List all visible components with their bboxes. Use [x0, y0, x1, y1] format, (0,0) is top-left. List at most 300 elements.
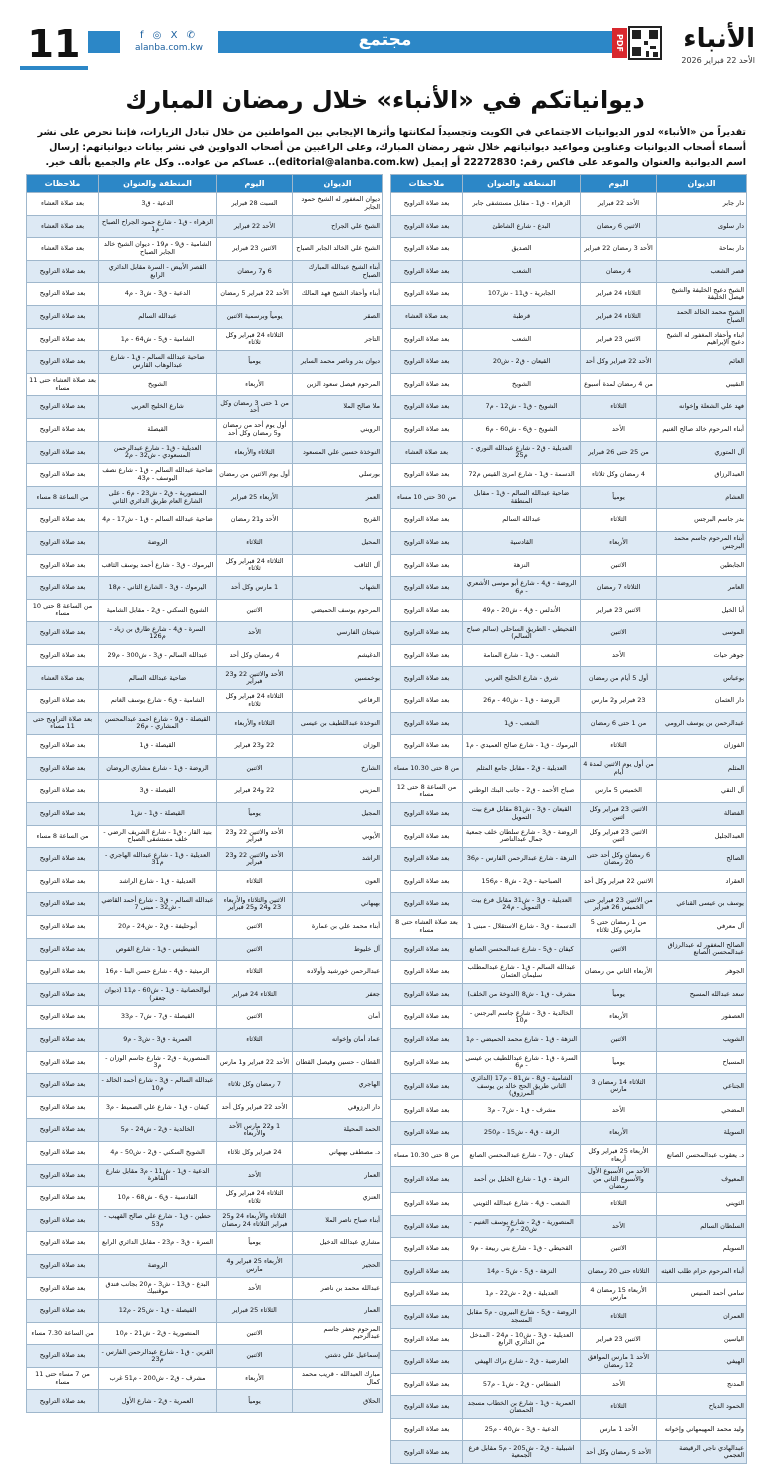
notes-cell: بعد صلاة العشاء	[391, 305, 463, 328]
diwan-name-cell: بدر جاسم البرجس	[657, 509, 747, 532]
notes-cell: بعد صلاة التراويح	[391, 509, 463, 532]
day-cell: الثلاثاء 24 فبراير	[217, 983, 293, 1006]
day-cell: الأحد 22 فبراير	[581, 193, 657, 216]
diwan-name-cell: الصالح المغفور له عبدالرزاق عبدالمحسن الصانع	[657, 938, 747, 961]
table-row	[27, 622, 383, 645]
notes-cell: بعد صلاة التراويح	[391, 1099, 463, 1122]
diwan-name-cell: العائم	[657, 351, 747, 374]
diwan-name-cell: العمر	[293, 486, 383, 509]
notes-cell: بعد صلاة التراويح	[27, 1232, 99, 1255]
day-cell: من 1 حتى 3 رمضان وكل أحد	[217, 396, 293, 419]
address-cell: المنصورية - ق2 - شارع جاسم الوزان - م3	[99, 1051, 217, 1074]
day-cell: الثلاثاء 14 رمضان 3 مارس	[581, 1074, 657, 1100]
address-cell: القادسية - ق6 - ش68 - م10	[99, 1187, 217, 1210]
notes-cell: بعد صلاة التراويح	[391, 554, 463, 577]
notes-cell: بعد صلاة التراويح	[27, 1300, 99, 1323]
day-cell: الاثنين	[217, 1322, 293, 1345]
table-row	[27, 803, 383, 826]
address-cell: الفنيطيس - ق1 - شارع القوص	[99, 938, 217, 961]
table-row	[391, 1099, 747, 1122]
notes-cell: بعد صلاة العشاء	[27, 215, 99, 238]
address-cell: بنيد القار - ق1 - شارع الشريف الرضي - خلف مستشفى الصباح	[99, 825, 217, 848]
notes-cell: من الساعة 8 مساء	[27, 486, 99, 509]
address-cell: عبدالله السالم	[99, 305, 217, 328]
address-cell: النزهة - ق5 - ش5 - م14	[463, 1260, 581, 1283]
address-cell: القادسية	[463, 531, 581, 554]
table-row	[391, 1283, 747, 1306]
notes-cell: بعد صلاة التراويح	[391, 1283, 463, 1306]
diwan-name-cell: أبناء المرحوم جاسم محمد البرجس	[657, 531, 747, 554]
notes-cell: بعد صلاة التراويح	[27, 1390, 99, 1413]
notes-cell: بعد صلاة التراويح	[391, 1215, 463, 1238]
notes-cell: بعد صلاة التراويح	[27, 577, 99, 600]
table-row	[391, 1441, 747, 1464]
notes-cell: بعد صلاة التراويح	[27, 1164, 99, 1187]
diwan-name-cell: المرحوم يوسف الحميضي	[293, 599, 383, 622]
address-cell: الشويخ	[463, 373, 581, 396]
address-cell: كيفان - ق7 - شارع عبدالمحسن الصانع	[463, 1144, 581, 1167]
notes-cell: بعد صلاة التراويح	[391, 260, 463, 283]
address-cell: العمرية - ق3 - ش3 - م9	[99, 1028, 217, 1051]
notes-cell: بعد صلاة التراويح	[27, 441, 99, 464]
day-cell: الخميس 5 مارس	[581, 780, 657, 803]
notes-cell: بعد صلاة التراويح	[27, 622, 99, 645]
notes-cell: بعد صلاة التراويح	[391, 531, 463, 554]
table-row	[391, 373, 747, 396]
day-cell: السبت 28 فبراير	[217, 193, 293, 216]
day-cell: الاثنين	[581, 554, 657, 577]
header-address: المنطقة والعنوان	[99, 175, 217, 193]
table-row	[391, 554, 747, 577]
diwan-name-cell: المرحوم فيصل سعود الزبن	[293, 373, 383, 396]
notes-cell: من الساعة 8 حتى 10 مساء	[27, 599, 99, 622]
day-cell: الأحد 22 فبراير	[217, 215, 293, 238]
header-day: اليوم	[217, 175, 293, 193]
day-cell: الثلاثاء حتى 20 رمضان	[581, 1260, 657, 1283]
diwan-name-cell: الجابطين	[657, 554, 747, 577]
notes-cell: بعد صلاة العشاء حتى 8 مساء	[391, 916, 463, 939]
diwan-name-cell: فهد علي الشعلة وإخوانه	[657, 396, 747, 419]
table-row	[391, 1144, 747, 1167]
table-row	[391, 848, 747, 871]
diwan-name-cell: د. مصطفى بهبهاني	[293, 1141, 383, 1164]
address-cell: ضاحية عبدالله السالم - ق1 - شارع عبدالوهاب القارس	[99, 351, 217, 374]
intro-paragraph: تقديراً من «الأنباء» لدور الديوانيات الاجتماعي في الكويت وتجسيداً لمكانتها وأثرها الإيجابي بين المواطنين من خلال تبادل الزيارات، فإننا نحرص على نشر أسماء أصحاب الديوانيات وعناوين ومواعيد ديوانياتهم خلال شهر رمضان المبارك، وعلى الراغبين من أصحاب الدواوين في نشر بيانات ديوانياتهم: إرسال اسم الديوانية والعنوان والموعد على فاكس رقم: 22272830 أو إيميل (editorial@alanba.com.kw).. عساكم من عواده.. وكل عام والجميع بألف خير.	[37, 127, 746, 168]
day-cell: الأربعاء	[217, 1367, 293, 1390]
diwan-name-cell: العبدالجليل	[657, 825, 747, 848]
day-cell: الاثنين 23 فبراير	[581, 599, 657, 622]
table-row	[391, 1192, 747, 1215]
notes-cell: بعد صلاة التراويح	[391, 1167, 463, 1193]
notes-cell: بعد صلاة التراويح	[27, 848, 99, 871]
page-number: 11	[20, 24, 88, 70]
address-cell: العمرية - ق1 - شارع بن الخطاب مسجد الحمضان	[463, 1396, 581, 1419]
table-row	[27, 1006, 383, 1029]
table-row	[27, 464, 383, 487]
day-cell: الأربعاء 25 فبراير	[217, 486, 293, 509]
day-cell: الثلاثاء 24 فبراير وكل ثلاثاء	[217, 690, 293, 713]
table-row	[391, 1305, 747, 1328]
address-cell: مشرف - ق1 - ش7 - م3	[463, 1099, 581, 1122]
notes-cell: بعد صلاة التراويح	[27, 690, 99, 713]
notes-cell: بعد صلاة التراويح	[391, 283, 463, 306]
address-cell: ضاحية عبدالله السالم	[99, 667, 217, 690]
day-cell: الأربعاء	[581, 531, 657, 554]
day-cell: أول يوم الاثنين من رمضان	[217, 464, 293, 487]
address-cell: الروضة	[99, 1254, 217, 1277]
table-row	[27, 509, 383, 532]
diwan-name-cell: آل المتوري	[657, 441, 747, 464]
address-cell: الدعية - ق3	[99, 193, 217, 216]
day-cell: الأربعاء الثاني من رمضان	[581, 961, 657, 984]
notes-cell: بعد صلاة التراويح	[27, 983, 99, 1006]
day-cell: الأحد	[581, 1099, 657, 1122]
address-cell: العديلية - ق1 - شارع عبدالرحمن المسعودي - ش32 - م2	[99, 441, 217, 464]
address-cell: عبدالله السالم	[463, 509, 581, 532]
notes-cell: بعد صلاة التراويح	[27, 283, 99, 306]
notes-cell: بعد صلاة التراويح	[27, 328, 99, 351]
address-cell: البدع - ق13 - ش3 - م20 بجانب فندق موڤنبيك	[99, 1277, 217, 1300]
address-cell: القرين - ق1 - شارع عبدالرحمن الفارس - م23	[99, 1345, 217, 1368]
diwan-name-cell: أمان	[293, 1006, 383, 1029]
notes-cell: بعد صلاة التراويح	[391, 893, 463, 916]
diwan-name-cell: الفوزان	[657, 735, 747, 758]
diwan-name-cell: أبا الخيل	[657, 599, 747, 622]
table-row	[27, 757, 383, 780]
notes-cell: بعد صلاة التراويح	[391, 1418, 463, 1441]
header-diwan: الديوان	[657, 175, 747, 193]
table-row	[391, 1167, 747, 1193]
table-row	[391, 644, 747, 667]
diwan-name-cell: الشيخ دعيج الخليفة والشيخ فيصل الخليفة	[657, 283, 747, 306]
table-row	[27, 238, 383, 261]
diwan-name-cell: مبارك العبدالله - قريب محمد كمال	[293, 1367, 383, 1390]
day-cell: الأحد و21 رمضان	[217, 509, 293, 532]
day-cell: الثلاثاء	[217, 1028, 293, 1051]
address-cell: القيصلة - ق3	[99, 780, 217, 803]
address-cell: عبدالله السالم - ق3 - شارع أحمد القاضي - ش32 - مبنى 7	[99, 893, 217, 916]
table-row	[391, 1238, 747, 1261]
day-cell: من 4 رمضان لمدة أسبوع	[581, 373, 657, 396]
day-cell: الثلاثاء 24 فبراير	[581, 305, 657, 328]
diwan-name-cell: العبدالرزاق	[657, 464, 747, 487]
diwan-name-cell: بوخمسين	[293, 667, 383, 690]
table-row	[27, 1141, 383, 1164]
website-link[interactable]: alanba.com.kw	[135, 43, 203, 53]
notes-cell: بعد صلاة التراويح	[391, 328, 463, 351]
day-cell: 6 رمضان وكل أحد حتى 20 رمضان	[581, 848, 657, 871]
address-cell: الزهراء - ق1 - مقابل مستشفى جابر	[463, 193, 581, 216]
table-header-row	[27, 175, 383, 193]
diwan-name-cell: الدغيشم	[293, 644, 383, 667]
diwan-name-cell: المضحي	[657, 1099, 747, 1122]
table-row	[391, 577, 747, 600]
address-cell: القحيطي - الطريق الساحلي (سالم صباح السالم)	[463, 622, 581, 645]
page-headline: ديوانياتكم في «الأنباء» خلال رمضان المبارك	[125, 86, 645, 114]
table-row	[27, 1028, 383, 1051]
day-cell: أول 5 أيام من رمضان	[581, 667, 657, 690]
address-cell: مشرف - ق1 - ش8 (الدوخة من الخلف)	[463, 983, 581, 1006]
address-cell: الدسمة - ق1 - شارع امرئ القيس م72	[463, 464, 581, 487]
day-cell: 4 رمضان	[581, 260, 657, 283]
table-row	[391, 1396, 747, 1419]
table-row	[391, 1260, 747, 1283]
day-cell: الأحد	[581, 1373, 657, 1396]
day-cell: الاثنين	[581, 1028, 657, 1051]
diwan-name-cell: المسباح	[657, 1051, 747, 1074]
header-bar-left	[88, 31, 104, 53]
diwan-name-cell: التاجر	[293, 328, 383, 351]
table-row	[391, 283, 747, 306]
day-cell: الاثنين	[581, 1238, 657, 1261]
diwan-name-cell: أبناء صباح ناصر الملا	[293, 1209, 383, 1232]
diwan-name-cell: عماد أمان وإخوانه	[293, 1028, 383, 1051]
address-cell: الشويخ السكني - ق2 - مقابل الشامية	[99, 599, 217, 622]
diwan-name-cell: العون	[293, 870, 383, 893]
address-cell: الشامية - ق5 - ش64 - م1	[99, 328, 217, 351]
table-row	[27, 1164, 383, 1187]
day-cell: الاثنين	[581, 938, 657, 961]
table-row	[27, 780, 383, 803]
address-cell: السرة - ق4 - شارع طارق بن زياد - م126	[99, 622, 217, 645]
table-row	[391, 735, 747, 758]
notes-cell: من الساعة 8 مساء	[27, 825, 99, 848]
table-row	[27, 418, 383, 441]
table-row	[27, 1096, 383, 1119]
table-row	[27, 328, 383, 351]
header-notes: ملاحظات	[391, 175, 463, 193]
address-cell: الشويخ	[99, 373, 217, 396]
notes-cell: من 8 حتى 10.30 مساء	[391, 1144, 463, 1167]
address-cell: الدعية - ق1 - ش11 - م3 مقابل شارع القاهرة	[99, 1164, 217, 1187]
address-cell: الدعية - ق3 - ش40 - م25	[463, 1418, 581, 1441]
day-cell: من 1 حتى 6 رمضان	[581, 712, 657, 735]
table-row	[27, 215, 383, 238]
notes-cell: بعد صلاة التراويح	[27, 780, 99, 803]
table-row	[391, 1074, 747, 1100]
notes-cell: بعد صلاة التراويح	[391, 215, 463, 238]
day-cell: الأحد والاثنين 22 و23 فبراير	[217, 848, 293, 871]
notes-cell: بعد صلاة التراويح	[27, 803, 99, 826]
diwan-name-cell: عبدالهادي ناجي الرقيضة العجمي	[657, 1441, 747, 1464]
address-cell: العديلية - ق2 - شارع عبدالله النوري - م25	[463, 441, 581, 464]
table-row	[391, 622, 747, 645]
diwan-name-cell: الشيخ محمد الخالد الحمد الصباح	[657, 305, 747, 328]
address-cell: عبدالله السالم - ق1 - شارع عبدالمطلب سليمان العثمان	[463, 961, 581, 984]
notes-cell: بعد صلاة التراويح	[391, 1238, 463, 1261]
table-row	[391, 667, 747, 690]
day-cell: الأحد 22 فبراير و1 مارس	[217, 1051, 293, 1074]
address-cell: اليرموك - ق3 - الشارع الثاني - م18	[99, 577, 217, 600]
diwan-name-cell: الهاجري	[293, 1074, 383, 1097]
diwan-name-cell: الشيخ علي الجراح	[293, 215, 383, 238]
table-row	[27, 1187, 383, 1210]
table-row	[27, 1345, 383, 1368]
table-row	[391, 1122, 747, 1145]
day-cell: الأحد 1 مارس الموافق 12 رمضان	[581, 1351, 657, 1374]
day-cell: يومياً	[217, 803, 293, 826]
diwan-name-cell: العمار	[293, 1164, 383, 1187]
notes-cell: بعد صلاة التراويح	[391, 938, 463, 961]
diwan-name-cell: د. يعقوب عبدالمحسن الصانع	[657, 1144, 747, 1167]
notes-cell: بعد صلاة التراويح	[391, 1028, 463, 1051]
address-cell: القيصلة - ق1 - ش1	[99, 803, 217, 826]
notes-cell: بعد صلاة التراويح	[27, 916, 99, 939]
diwan-name-cell: الصالح	[657, 848, 747, 871]
address-cell: النزهة - ق1 - شارع الخليل بن أحمد	[463, 1167, 581, 1193]
table-row	[391, 712, 747, 735]
day-cell: الثلاثاء والأربعاء	[217, 712, 293, 735]
address-cell: النزهة	[463, 554, 581, 577]
day-cell: يومياً	[217, 1390, 293, 1413]
diwan-name-cell: الوزان	[293, 735, 383, 758]
table-row	[391, 599, 747, 622]
day-cell: يومياً وبرسمية الاثنين	[217, 305, 293, 328]
diwan-name-cell: سعد عبدالله المسبح	[657, 983, 747, 1006]
table-row	[27, 1074, 383, 1097]
address-cell: ضاحية عبدالله السالم - ق1 - ش17 - م4	[99, 509, 217, 532]
address-cell: العديلية - ق1 - شارع الراشد	[99, 870, 217, 893]
diwan-name-cell: الحمود الدياح	[657, 1396, 747, 1419]
header-day: اليوم	[581, 175, 657, 193]
notes-cell: بعد صلاة التراويح	[391, 418, 463, 441]
day-cell: الثلاثاء	[581, 396, 657, 419]
notes-cell: بعد صلاة التراويح	[27, 554, 99, 577]
notes-cell: بعد صلاة التراويح	[391, 870, 463, 893]
notes-cell: بعد صلاة التراويح	[27, 509, 99, 532]
address-cell: النزهة - شارع عبدالرحمن الفارس - م36	[463, 848, 581, 871]
address-cell: الفنطاس - ق2 - ش1 - م57	[463, 1373, 581, 1396]
table-row	[27, 1232, 383, 1255]
table-row	[391, 757, 747, 780]
notes-cell: بعد صلاة التراويح	[27, 961, 99, 984]
notes-cell: بعد صلاة التراويح	[391, 667, 463, 690]
address-cell: الروضة	[99, 531, 217, 554]
table-row	[27, 486, 383, 509]
day-cell: من الاثنين 23 فبراير حتى الخميس 26 فبراير	[581, 893, 657, 916]
address-cell: الشامية - ق8 - ش81 - م17 (الدائري الثاني طريق الحج خالد بن يوسف المرزوق)	[463, 1074, 581, 1100]
table-row	[27, 351, 383, 374]
address-cell: الشعب - ق1 - شارع المنامة	[463, 644, 581, 667]
address-cell: الروضة - ق5 - شارع البيرون - م5 مقابل المسجد	[463, 1305, 581, 1328]
notes-cell: بعد صلاة التراويح	[391, 803, 463, 826]
diwan-name-cell: الجناعي	[657, 1074, 747, 1100]
diwan-name-cell: السويلة	[657, 1122, 747, 1145]
address-cell: عبدالله السالم - ق3 - شارع أحمد الخالد - م10	[99, 1074, 217, 1097]
table-row	[27, 1367, 383, 1390]
table-row	[27, 1277, 383, 1300]
address-cell: الروضة - ق3 - شارع سلطان خلف جمعية جمال عبدالناصر	[463, 825, 581, 848]
address-cell: الخالدية - ق3 - شارع جاسم البرجس - م10	[463, 1006, 581, 1029]
notes-cell: بعد صلاة التراويح	[391, 1441, 463, 1464]
address-cell: الشويخ - ق1 - ش12 - م7	[463, 396, 581, 419]
diwan-name-cell: ملا صالح الملا	[293, 396, 383, 419]
diwan-name-cell: آل الثاقب	[293, 554, 383, 577]
diwan-name-cell: وليد محمد المهيمهاني وإخوانه	[657, 1418, 747, 1441]
issue-date: الأحد 22 فبراير 2026	[681, 56, 755, 65]
notes-cell: بعد صلاة التراويح	[391, 238, 463, 261]
diwan-name-cell: مشاري عبدالله الدخيل	[293, 1232, 383, 1255]
address-cell: العديلية - ق3 - ش10 - م24 - المدخل من الدائري الرابع	[463, 1328, 581, 1351]
header-diwan: الديوان	[293, 175, 383, 193]
diwan-name-cell: العقراد	[657, 870, 747, 893]
day-cell: الأربعاء	[581, 1122, 657, 1145]
diwan-name-cell: أبناء المرحوم خالد صالح الغنيم	[657, 418, 747, 441]
diwaniya-table-right	[390, 174, 747, 1464]
address-cell: السرة - ق3 - م23 - مقابل الدائري الرابع	[99, 1232, 217, 1255]
table-row	[391, 464, 747, 487]
day-cell: 4 رمضان وكل أحد	[217, 644, 293, 667]
day-cell: الثلاثاء 24 فبراير وكل ثلاثاء	[217, 554, 293, 577]
diwan-name-cell: العشام	[657, 486, 747, 509]
pdf-badge[interactable]: PDF	[612, 28, 627, 58]
address-cell: مشرف - ق2 - ش200 - م51 غرب	[99, 1367, 217, 1390]
day-cell: الاثنين 23 فبراير	[581, 1328, 657, 1351]
table-row	[391, 961, 747, 984]
notes-cell: بعد صلاة التراويح	[27, 1277, 99, 1300]
day-cell: الأربعاء 25 فبراير و4 مارس	[217, 1254, 293, 1277]
table-row	[391, 486, 747, 509]
day-cell: الثلاثاء 7 رمضان	[581, 577, 657, 600]
diwan-name-cell: عبدالرحمن خورشيد وأولاده	[293, 961, 383, 984]
address-cell: القيصلة - ق1	[99, 735, 217, 758]
day-cell: الاثنين	[217, 938, 293, 961]
day-cell: الاثنين 23 فبراير وكل اثنين	[581, 825, 657, 848]
table-row	[391, 780, 747, 803]
notes-cell: بعد صلاة التراويح	[391, 1351, 463, 1374]
table-header-row	[391, 175, 747, 193]
address-cell: صباح الأحمد - ق2 - جانب البنك الوطني	[463, 780, 581, 803]
day-cell: 1 و22 مارس الأحد والأربعاء	[217, 1119, 293, 1142]
address-cell: العديلية - ق2 - مقابل جامع المثلم	[463, 757, 581, 780]
diwan-name-cell: أبناء الشيخ عبدالله المبارك الصباح	[293, 260, 383, 283]
diwan-name-cell: النقيبي	[657, 373, 747, 396]
notes-cell: بعد صلاة التراويح	[391, 848, 463, 871]
table-row	[391, 983, 747, 1006]
diwan-name-cell: شيخان الفارسي	[293, 622, 383, 645]
address-cell: الروضة - ق1 - شارع مشاري الروضان	[99, 757, 217, 780]
diwan-name-cell: الرويني	[293, 418, 383, 441]
day-cell: الثلاثاء	[217, 531, 293, 554]
notes-cell: بعد صلاة التراويح	[27, 1209, 99, 1232]
address-cell: شرق - شارع الخليج العربي	[463, 667, 581, 690]
diwan-name-cell: الأيوبي	[293, 825, 383, 848]
day-cell: الاثنين 6 رمضان	[581, 215, 657, 238]
table-row	[27, 667, 383, 690]
address-cell: الصباحية - ق2 - ش8 - م156	[463, 870, 581, 893]
table-row	[391, 938, 747, 961]
section-title: مجتمع	[358, 30, 412, 50]
table-row	[27, 961, 383, 984]
address-cell: الرميثية - ق4 - شارع حسن البنا - م16	[99, 961, 217, 984]
notes-cell: بعد صلاة العشاء	[27, 667, 99, 690]
diwan-name-cell: العامر	[657, 577, 747, 600]
table-row	[391, 870, 747, 893]
social-links[interactable]	[120, 30, 218, 54]
address-cell: المنصورية - ق2 - شارع يوسف الغنيم - ش20 - م7	[463, 1215, 581, 1238]
notes-cell: بعد صلاة التراويح	[391, 1373, 463, 1396]
diwan-name-cell: الحلاق	[293, 1390, 383, 1413]
table-row	[391, 1215, 747, 1238]
diwan-name-cell: دار بماحة	[657, 238, 747, 261]
table-row	[27, 735, 383, 758]
day-cell: يومياً	[581, 1051, 657, 1074]
address-cell: الشعب - ق4 - شارع عبدالله الثويني	[463, 1192, 581, 1215]
address-cell: العديلية - ق2 - ش22 - م1	[463, 1283, 581, 1306]
diwan-name-cell: ابناء وأحفاد المغفور له الشيخ دعيج الإبراهيم	[657, 328, 747, 351]
table-row	[391, 690, 747, 713]
table-row	[27, 1209, 383, 1232]
